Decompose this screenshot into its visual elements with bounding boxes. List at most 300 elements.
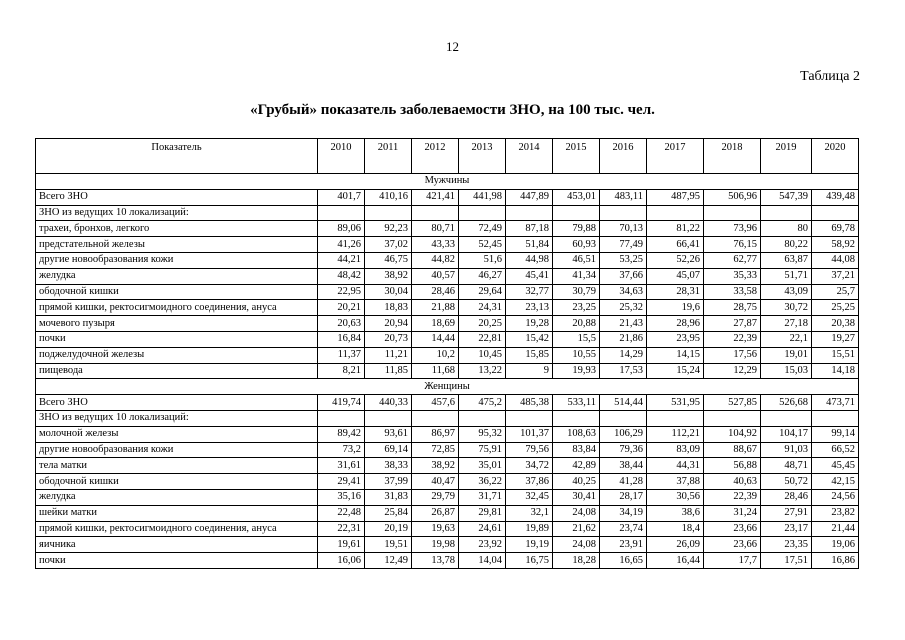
value-cell: 14,18	[812, 363, 859, 379]
value-cell: 27,91	[761, 505, 812, 521]
value-cell	[761, 205, 812, 221]
value-cell: 16,44	[647, 553, 704, 569]
value-cell: 30,56	[647, 489, 704, 505]
value-cell: 35,01	[459, 458, 506, 474]
value-cell: 12,49	[365, 553, 412, 569]
incidence-table	[35, 138, 859, 569]
row-label-cell: ободочной кишки	[36, 284, 318, 300]
value-cell: 29,41	[318, 474, 365, 490]
value-cell	[365, 410, 412, 426]
value-cell: 23,17	[761, 521, 812, 537]
header-cell-year: 2018	[704, 139, 761, 174]
value-cell: 40,47	[412, 474, 459, 490]
value-cell: 101,37	[506, 426, 553, 442]
value-cell: 447,89	[506, 189, 553, 205]
value-cell: 31,71	[459, 489, 506, 505]
value-cell: 34,19	[600, 505, 647, 521]
value-cell: 23,13	[506, 300, 553, 316]
value-cell: 14,44	[412, 331, 459, 347]
value-cell: 9	[506, 363, 553, 379]
value-cell: 533,11	[553, 395, 600, 411]
table-row	[36, 474, 859, 490]
table-body	[36, 174, 859, 569]
value-cell	[600, 205, 647, 221]
row-label-cell: тела матки	[36, 458, 318, 474]
value-cell: 53,25	[600, 252, 647, 268]
value-cell: 31,24	[704, 505, 761, 521]
value-cell: 69,14	[365, 442, 412, 458]
value-cell: 10,2	[412, 347, 459, 363]
value-cell: 10,55	[553, 347, 600, 363]
value-cell: 79,88	[553, 221, 600, 237]
value-cell: 20,73	[365, 331, 412, 347]
row-label-cell: желудка	[36, 489, 318, 505]
row-label-cell: Всего ЗНО	[36, 189, 318, 205]
value-cell: 16,84	[318, 331, 365, 347]
table-row	[36, 505, 859, 521]
table-row	[36, 252, 859, 268]
value-cell: 34,72	[506, 458, 553, 474]
value-cell: 22,39	[704, 331, 761, 347]
value-cell: 52,26	[647, 252, 704, 268]
value-cell: 79,56	[506, 442, 553, 458]
value-cell: 92,23	[365, 221, 412, 237]
value-cell: 28,96	[647, 316, 704, 332]
value-cell: 19,6	[647, 300, 704, 316]
value-cell: 15,42	[506, 331, 553, 347]
value-cell: 44,98	[506, 252, 553, 268]
value-cell: 20,94	[365, 316, 412, 332]
value-cell: 43,09	[761, 284, 812, 300]
value-cell: 23,95	[647, 331, 704, 347]
value-cell: 37,02	[365, 237, 412, 253]
value-cell: 22,1	[761, 331, 812, 347]
value-cell: 45,45	[812, 458, 859, 474]
value-cell: 38,6	[647, 505, 704, 521]
value-cell	[761, 410, 812, 426]
value-cell: 80	[761, 221, 812, 237]
row-label-cell: прямой кишки, ректосигмоидного соединения, ануса	[36, 300, 318, 316]
value-cell: 36,22	[459, 474, 506, 490]
value-cell: 41,34	[553, 268, 600, 284]
table-row	[36, 363, 859, 379]
value-cell: 20,25	[459, 316, 506, 332]
value-cell: 483,11	[600, 189, 647, 205]
value-cell: 44,82	[412, 252, 459, 268]
value-cell: 14,04	[459, 553, 506, 569]
value-cell: 26,87	[412, 505, 459, 521]
value-cell: 45,41	[506, 268, 553, 284]
value-cell: 46,27	[459, 268, 506, 284]
header-cell-year: 2014	[506, 139, 553, 174]
header-cell-year: 2011	[365, 139, 412, 174]
value-cell: 440,33	[365, 395, 412, 411]
section-title: Женщины	[36, 379, 859, 395]
value-cell: 514,44	[600, 395, 647, 411]
value-cell: 527,85	[704, 395, 761, 411]
value-cell: 419,74	[318, 395, 365, 411]
value-cell: 547,39	[761, 189, 812, 205]
table-row	[36, 442, 859, 458]
table-row	[36, 189, 859, 205]
value-cell: 50,72	[761, 474, 812, 490]
value-cell: 410,16	[365, 189, 412, 205]
value-cell: 14,29	[600, 347, 647, 363]
table-row	[36, 331, 859, 347]
value-cell: 19,27	[812, 331, 859, 347]
value-cell: 30,04	[365, 284, 412, 300]
value-cell	[506, 410, 553, 426]
value-cell: 21,88	[412, 300, 459, 316]
value-cell: 42,89	[553, 458, 600, 474]
value-cell: 473,71	[812, 395, 859, 411]
value-cell: 35,33	[704, 268, 761, 284]
value-cell: 25,84	[365, 505, 412, 521]
value-cell: 23,74	[600, 521, 647, 537]
row-label-cell: другие новообразования кожи	[36, 442, 318, 458]
table-row	[36, 347, 859, 363]
row-label-cell: молочной железы	[36, 426, 318, 442]
value-cell: 76,15	[704, 237, 761, 253]
row-label-cell: Всего ЗНО	[36, 395, 318, 411]
value-cell: 10,45	[459, 347, 506, 363]
table-header-row	[36, 139, 859, 174]
value-cell: 23,82	[812, 505, 859, 521]
value-cell: 17,51	[761, 553, 812, 569]
value-cell: 29,81	[459, 505, 506, 521]
value-cell: 52,45	[459, 237, 506, 253]
section-row	[36, 174, 859, 190]
value-cell: 11,37	[318, 347, 365, 363]
value-cell	[506, 205, 553, 221]
value-cell: 15,5	[553, 331, 600, 347]
value-cell: 72,85	[412, 442, 459, 458]
value-cell: 32,1	[506, 505, 553, 521]
value-cell: 38,44	[600, 458, 647, 474]
value-cell	[553, 205, 600, 221]
value-cell: 51,84	[506, 237, 553, 253]
value-cell: 19,51	[365, 537, 412, 553]
value-cell	[704, 205, 761, 221]
value-cell: 37,88	[647, 474, 704, 490]
value-cell: 70,13	[600, 221, 647, 237]
value-cell: 16,06	[318, 553, 365, 569]
value-cell: 41,28	[600, 474, 647, 490]
table-row	[36, 537, 859, 553]
value-cell: 34,63	[600, 284, 647, 300]
value-cell: 91,03	[761, 442, 812, 458]
value-cell: 439,48	[812, 189, 859, 205]
table-row	[36, 237, 859, 253]
value-cell: 80,71	[412, 221, 459, 237]
table-label: Таблица 2	[800, 69, 860, 84]
value-cell: 30,41	[553, 489, 600, 505]
value-cell: 73,96	[704, 221, 761, 237]
value-cell: 23,66	[704, 537, 761, 553]
table-row	[36, 426, 859, 442]
row-label-cell: трахеи, бронхов, легкого	[36, 221, 318, 237]
value-cell: 45,07	[647, 268, 704, 284]
value-cell: 11,85	[365, 363, 412, 379]
value-cell: 25,32	[600, 300, 647, 316]
table-row	[36, 395, 859, 411]
value-cell: 506,96	[704, 189, 761, 205]
value-cell: 13,22	[459, 363, 506, 379]
value-cell: 485,38	[506, 395, 553, 411]
value-cell: 48,71	[761, 458, 812, 474]
value-cell: 19,28	[506, 316, 553, 332]
value-cell: 457,6	[412, 395, 459, 411]
value-cell: 23,35	[761, 537, 812, 553]
value-cell: 401,7	[318, 189, 365, 205]
table-row	[36, 284, 859, 300]
header-cell-year: 2015	[553, 139, 600, 174]
value-cell: 19,61	[318, 537, 365, 553]
row-label-cell: яичника	[36, 537, 318, 553]
value-cell	[318, 410, 365, 426]
header-cell-year: 2016	[600, 139, 647, 174]
value-cell: 37,21	[812, 268, 859, 284]
page-number: 12	[446, 39, 459, 54]
row-label-cell: почки	[36, 553, 318, 569]
header-cell-year: 2013	[459, 139, 506, 174]
value-cell: 23,92	[459, 537, 506, 553]
row-label-cell: мочевого пузыря	[36, 316, 318, 332]
header-cell-year: 2019	[761, 139, 812, 174]
value-cell: 30,79	[553, 284, 600, 300]
value-cell: 37,86	[506, 474, 553, 490]
value-cell: 35,16	[318, 489, 365, 505]
value-cell: 13,78	[412, 553, 459, 569]
value-cell: 77,49	[600, 237, 647, 253]
table-row	[36, 221, 859, 237]
value-cell: 17,7	[704, 553, 761, 569]
value-cell: 22,39	[704, 489, 761, 505]
value-cell	[553, 410, 600, 426]
value-cell: 24,08	[553, 537, 600, 553]
row-label-cell: почки	[36, 331, 318, 347]
value-cell: 46,75	[365, 252, 412, 268]
value-cell: 33,58	[704, 284, 761, 300]
value-cell: 21,86	[600, 331, 647, 347]
value-cell	[365, 205, 412, 221]
value-cell	[459, 410, 506, 426]
value-cell: 93,61	[365, 426, 412, 442]
header-cell-year: 2012	[412, 139, 459, 174]
value-cell: 104,92	[704, 426, 761, 442]
value-cell: 16,75	[506, 553, 553, 569]
value-cell	[412, 410, 459, 426]
value-cell: 88,67	[704, 442, 761, 458]
value-cell: 23,91	[600, 537, 647, 553]
value-cell: 16,65	[600, 553, 647, 569]
value-cell: 44,21	[318, 252, 365, 268]
value-cell: 531,95	[647, 395, 704, 411]
value-cell: 28,17	[600, 489, 647, 505]
value-cell: 15,03	[761, 363, 812, 379]
value-cell: 26,09	[647, 537, 704, 553]
value-cell: 20,63	[318, 316, 365, 332]
row-label-cell: прямой кишки, ректосигмоидного соединения, ануса	[36, 521, 318, 537]
value-cell: 15,51	[812, 347, 859, 363]
value-cell: 48,42	[318, 268, 365, 284]
value-cell: 19,98	[412, 537, 459, 553]
row-label-cell: шейки матки	[36, 505, 318, 521]
value-cell: 22,48	[318, 505, 365, 521]
value-cell: 18,4	[647, 521, 704, 537]
value-cell: 37,99	[365, 474, 412, 490]
value-cell: 63,87	[761, 252, 812, 268]
value-cell: 25,25	[812, 300, 859, 316]
row-label-cell: ободочной кишки	[36, 474, 318, 490]
value-cell: 487,95	[647, 189, 704, 205]
value-cell: 18,69	[412, 316, 459, 332]
row-label-cell: другие новообразования кожи	[36, 252, 318, 268]
value-cell: 37,66	[600, 268, 647, 284]
value-cell: 58,92	[812, 237, 859, 253]
table-row	[36, 268, 859, 284]
value-cell: 22,95	[318, 284, 365, 300]
value-cell: 23,66	[704, 521, 761, 537]
section-row	[36, 379, 859, 395]
value-cell: 83,09	[647, 442, 704, 458]
value-cell: 46,51	[553, 252, 600, 268]
value-cell: 75,91	[459, 442, 506, 458]
value-cell: 18,83	[365, 300, 412, 316]
value-cell: 108,63	[553, 426, 600, 442]
table-row	[36, 553, 859, 569]
value-cell: 56,88	[704, 458, 761, 474]
value-cell: 31,83	[365, 489, 412, 505]
value-cell: 79,36	[600, 442, 647, 458]
table-row	[36, 458, 859, 474]
value-cell: 15,24	[647, 363, 704, 379]
value-cell: 19,06	[812, 537, 859, 553]
value-cell: 11,68	[412, 363, 459, 379]
value-cell: 112,21	[647, 426, 704, 442]
value-cell: 32,77	[506, 284, 553, 300]
value-cell: 99,14	[812, 426, 859, 442]
value-cell: 29,79	[412, 489, 459, 505]
value-cell: 20,19	[365, 521, 412, 537]
value-cell: 66,41	[647, 237, 704, 253]
header-cell-year: 2010	[318, 139, 365, 174]
table-row	[36, 300, 859, 316]
row-label-cell: предстательной железы	[36, 237, 318, 253]
value-cell: 80,22	[761, 237, 812, 253]
value-cell: 69,78	[812, 221, 859, 237]
value-cell: 32,45	[506, 489, 553, 505]
table-row	[36, 521, 859, 537]
value-cell: 51,71	[761, 268, 812, 284]
header-cell-year: 2020	[812, 139, 859, 174]
value-cell: 38,92	[412, 458, 459, 474]
value-cell	[412, 205, 459, 221]
value-cell: 17,56	[704, 347, 761, 363]
value-cell	[459, 205, 506, 221]
value-cell: 17,53	[600, 363, 647, 379]
value-cell: 89,06	[318, 221, 365, 237]
value-cell	[812, 410, 859, 426]
value-cell: 453,01	[553, 189, 600, 205]
value-cell: 44,31	[647, 458, 704, 474]
value-cell	[704, 410, 761, 426]
value-cell	[318, 205, 365, 221]
value-cell: 106,29	[600, 426, 647, 442]
header-cell-year: 2017	[647, 139, 704, 174]
value-cell: 40,57	[412, 268, 459, 284]
value-cell: 441,98	[459, 189, 506, 205]
value-cell: 11,21	[365, 347, 412, 363]
value-cell: 42,15	[812, 474, 859, 490]
value-cell: 24,56	[812, 489, 859, 505]
value-cell: 12,29	[704, 363, 761, 379]
value-cell: 66,52	[812, 442, 859, 458]
value-cell: 22,31	[318, 521, 365, 537]
value-cell: 18,28	[553, 553, 600, 569]
table-title: «Грубый» показатель заболеваемости ЗНО, на 100 тыс. чел.	[250, 102, 655, 118]
table-row	[36, 489, 859, 505]
value-cell: 8,21	[318, 363, 365, 379]
value-cell: 89,42	[318, 426, 365, 442]
value-cell: 23,25	[553, 300, 600, 316]
value-cell: 421,41	[412, 189, 459, 205]
value-cell: 21,43	[600, 316, 647, 332]
table-row	[36, 410, 859, 426]
header-cell-indicator: Показатель	[36, 139, 318, 174]
value-cell: 21,62	[553, 521, 600, 537]
value-cell: 44,08	[812, 252, 859, 268]
value-cell: 24,31	[459, 300, 506, 316]
value-cell: 73,2	[318, 442, 365, 458]
value-cell: 38,33	[365, 458, 412, 474]
row-label-cell: ЗНО из ведущих 10 локализаций:	[36, 410, 318, 426]
value-cell	[812, 205, 859, 221]
value-cell: 27,87	[704, 316, 761, 332]
value-cell: 62,77	[704, 252, 761, 268]
value-cell: 40,63	[704, 474, 761, 490]
value-cell: 31,61	[318, 458, 365, 474]
value-cell: 20,21	[318, 300, 365, 316]
value-cell: 19,89	[506, 521, 553, 537]
value-cell: 24,61	[459, 521, 506, 537]
value-cell: 28,46	[412, 284, 459, 300]
value-cell: 72,49	[459, 221, 506, 237]
value-cell: 28,31	[647, 284, 704, 300]
section-title: Мужчины	[36, 174, 859, 190]
value-cell: 475,2	[459, 395, 506, 411]
value-cell: 20,88	[553, 316, 600, 332]
value-cell: 15,85	[506, 347, 553, 363]
value-cell: 28,75	[704, 300, 761, 316]
table-row	[36, 316, 859, 332]
value-cell: 19,01	[761, 347, 812, 363]
value-cell: 81,22	[647, 221, 704, 237]
value-cell: 20,38	[812, 316, 859, 332]
value-cell	[647, 205, 704, 221]
row-label-cell: поджелудочной железы	[36, 347, 318, 363]
value-cell: 83,84	[553, 442, 600, 458]
value-cell: 24,08	[553, 505, 600, 521]
value-cell: 86,97	[412, 426, 459, 442]
row-label-cell: пищевода	[36, 363, 318, 379]
value-cell: 14,15	[647, 347, 704, 363]
value-cell: 25,7	[812, 284, 859, 300]
value-cell: 38,92	[365, 268, 412, 284]
value-cell: 104,17	[761, 426, 812, 442]
value-cell: 28,46	[761, 489, 812, 505]
value-cell: 27,18	[761, 316, 812, 332]
